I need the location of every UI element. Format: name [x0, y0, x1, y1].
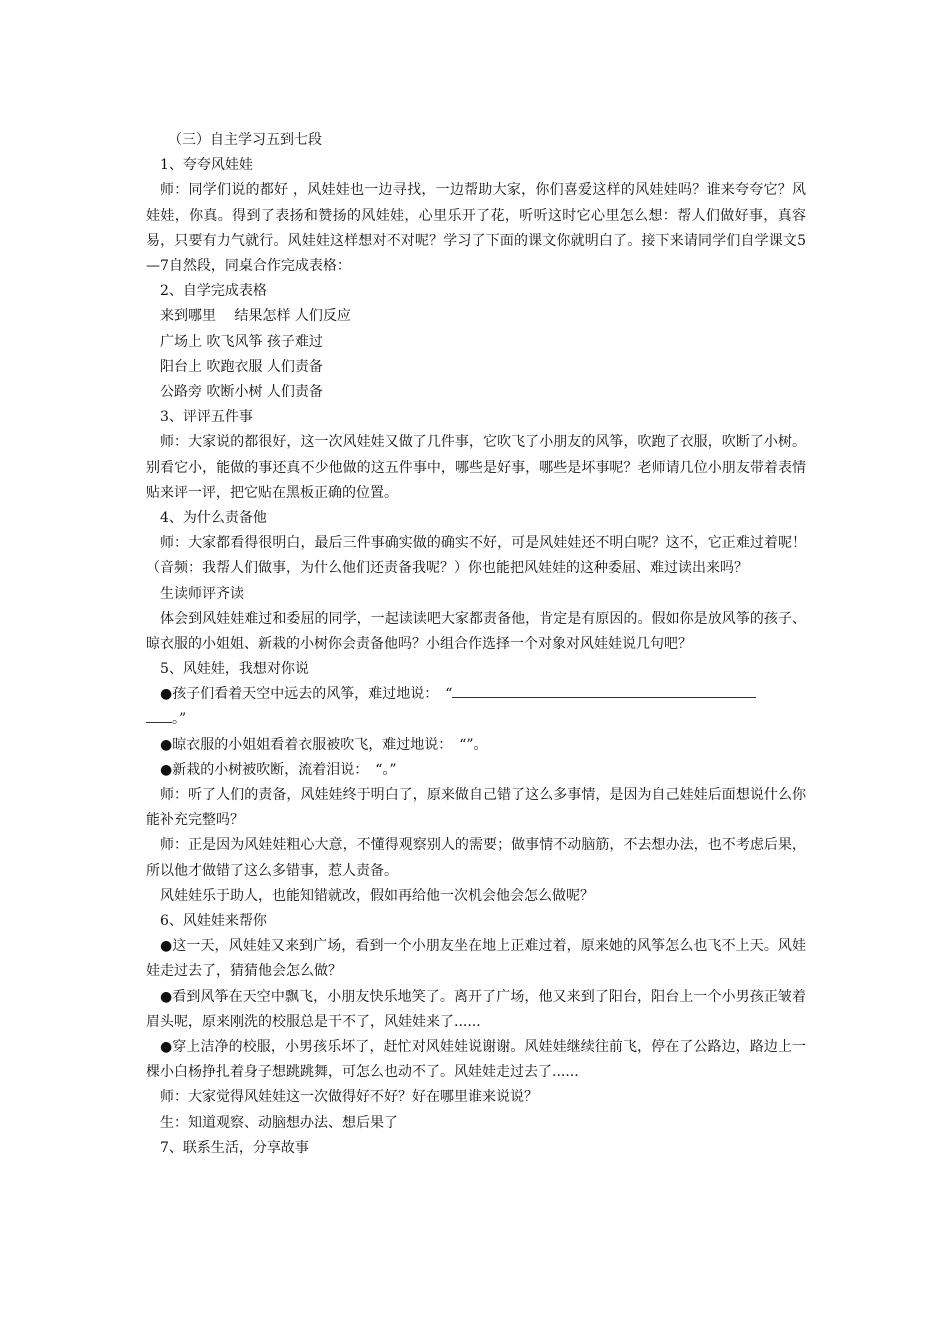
paragraph-1: 师：同学们说的都好 ，风娃娃也一边寻找，一边帮助大家，你们喜爱这样的风娃娃吗？谁来夸夸它？风娃娃，你真。得到了表扬和赞扬的风娃娃，心里乐开了花，听听这时它心里怎么想：帮人们做好事，真容易，只要有力气就行。风娃娃这样想对不对呢？学习了下面的课文你就明白了。接下来请同学们自学课文5—7自然段，同桌合作完成表格： [146, 182, 806, 274]
table-row: 公路旁 吹断小树 人们责备 [160, 383, 323, 400]
paragraph-6b: 生：知道观察、动脑想办法、想后果了 [160, 1114, 398, 1131]
bullet-end-1: 。” [172, 711, 187, 728]
table-header-row: 来到哪里 结果怎样 人们反应 [160, 308, 351, 325]
bullet-line-1 [146, 682, 806, 707]
bullet-line-1-end [146, 707, 806, 732]
heading-5: 5、风娃娃，我想对你说 [160, 661, 309, 678]
heading-4: 4、为什么责备他 [160, 509, 267, 526]
bullet-text-1: ●孩子们看着天空中远去的风筝，难过地说： “ [160, 686, 453, 703]
fill-blank [146, 708, 172, 723]
heading-1: 1、夸夸风娃娃 [160, 157, 253, 174]
table-row: 广场上 吹飞风筝 孩子难过 [160, 333, 323, 350]
paragraph-5b: 师：正是因为风娃娃粗心大意，不懂得观察别人的需要；做事情不动脑筋，不去想办法，也不考虑后果，所以他才做错了这么多错事，惹人责备。 [146, 837, 806, 879]
paragraph-5c: 风娃娃乐于助人，也能知错就改，假如再给他一次机会他会怎么做呢？ [160, 887, 594, 904]
bullet-4: ●这一天，风娃娃又来到广场，看到一个小朋友坐在地上正难过着，原来她的风筝怎么也飞不上天。风娃娃走过去了，猜猜他会怎么做？ [146, 938, 806, 980]
paragraph-5a: 师：听了人们的责备，风娃娃终于明白了，原来做自己错了这么多事情，是因为自己娃娃后面想说什么你能补充完整吗？ [146, 787, 806, 829]
heading-7: 7、联系生活，分享故事 [160, 1139, 309, 1156]
fill-blank [452, 683, 756, 698]
bullet-line-3: ●新栽的小树被吹断，流着泪说： “。” [160, 761, 397, 778]
document-page [146, 128, 806, 1161]
bullet-5: ●看到风筝在天空中飘飞，小朋友快乐地笑了。离开了广场，他又来到了阳台，阳台上一个小男孩正皱着眉头呢，原来刚洗的校服总是干不了，风娃娃来了...... [146, 988, 806, 1030]
heading-6: 6、风娃娃来帮你 [160, 913, 267, 930]
paragraph-3: 师：大家说的都很好，这一次风娃娃又做了几件事，它吹飞了小朋友的风筝，吹跑了衣服，吹断了小树。别看它小，能做的事还真不少他做的这五件事中，哪些是好事，哪些是坏事呢？老师请几位小朋友带着表情贴来评一评，把它贴在黑板正确的位置。 [146, 434, 806, 501]
bullet-line-2: ●晾衣服的小姐姐看着衣服被吹飞，难过地说： “”。 [160, 736, 488, 753]
heading-2: 2、自学完成表格 [160, 283, 267, 300]
paragraph-4: 师：大家都看得很明白，最后三件事确实做的确实不好，可是风娃娃还不明白呢？这不，它正难过着呢！（音频：我帮人们做事，为什么他们还责备我呢？）你也能把风娃娃的这种委屈、难过读出来吗？ [146, 535, 806, 577]
bullet-6: ●穿上洁净的校服，小男孩乐坏了，赶忙对风娃娃说谢谢。风娃娃继续往前飞，停在了公路边，路边上一棵小白杨挣扎着身子想跳跳舞，可怎么也动不了。风娃娃走过去了...... [146, 1039, 806, 1081]
paragraph-6a: 师：大家觉得风娃娃这一次做得好不好？好在哪里谁来说说？ [160, 1089, 538, 1106]
heading-3: 3、评评五件事 [160, 409, 253, 426]
section-title: （三）自主学习五到七段 [168, 132, 322, 148]
paragraph-4b: 生读师评齐读 [160, 585, 244, 602]
table-row: 阳台上 吹跑衣服 人们责备 [160, 358, 323, 375]
paragraph-4c: 体会到风娃娃难过和委屈的同学，一起读读吧大家都责备他，肯定是有原因的。假如你是放风筝的孩子、晾衣服的小姐姐、新栽的小树你会责备他吗？小组合作选择一个对象对风娃娃说几句吧？ [146, 610, 806, 652]
